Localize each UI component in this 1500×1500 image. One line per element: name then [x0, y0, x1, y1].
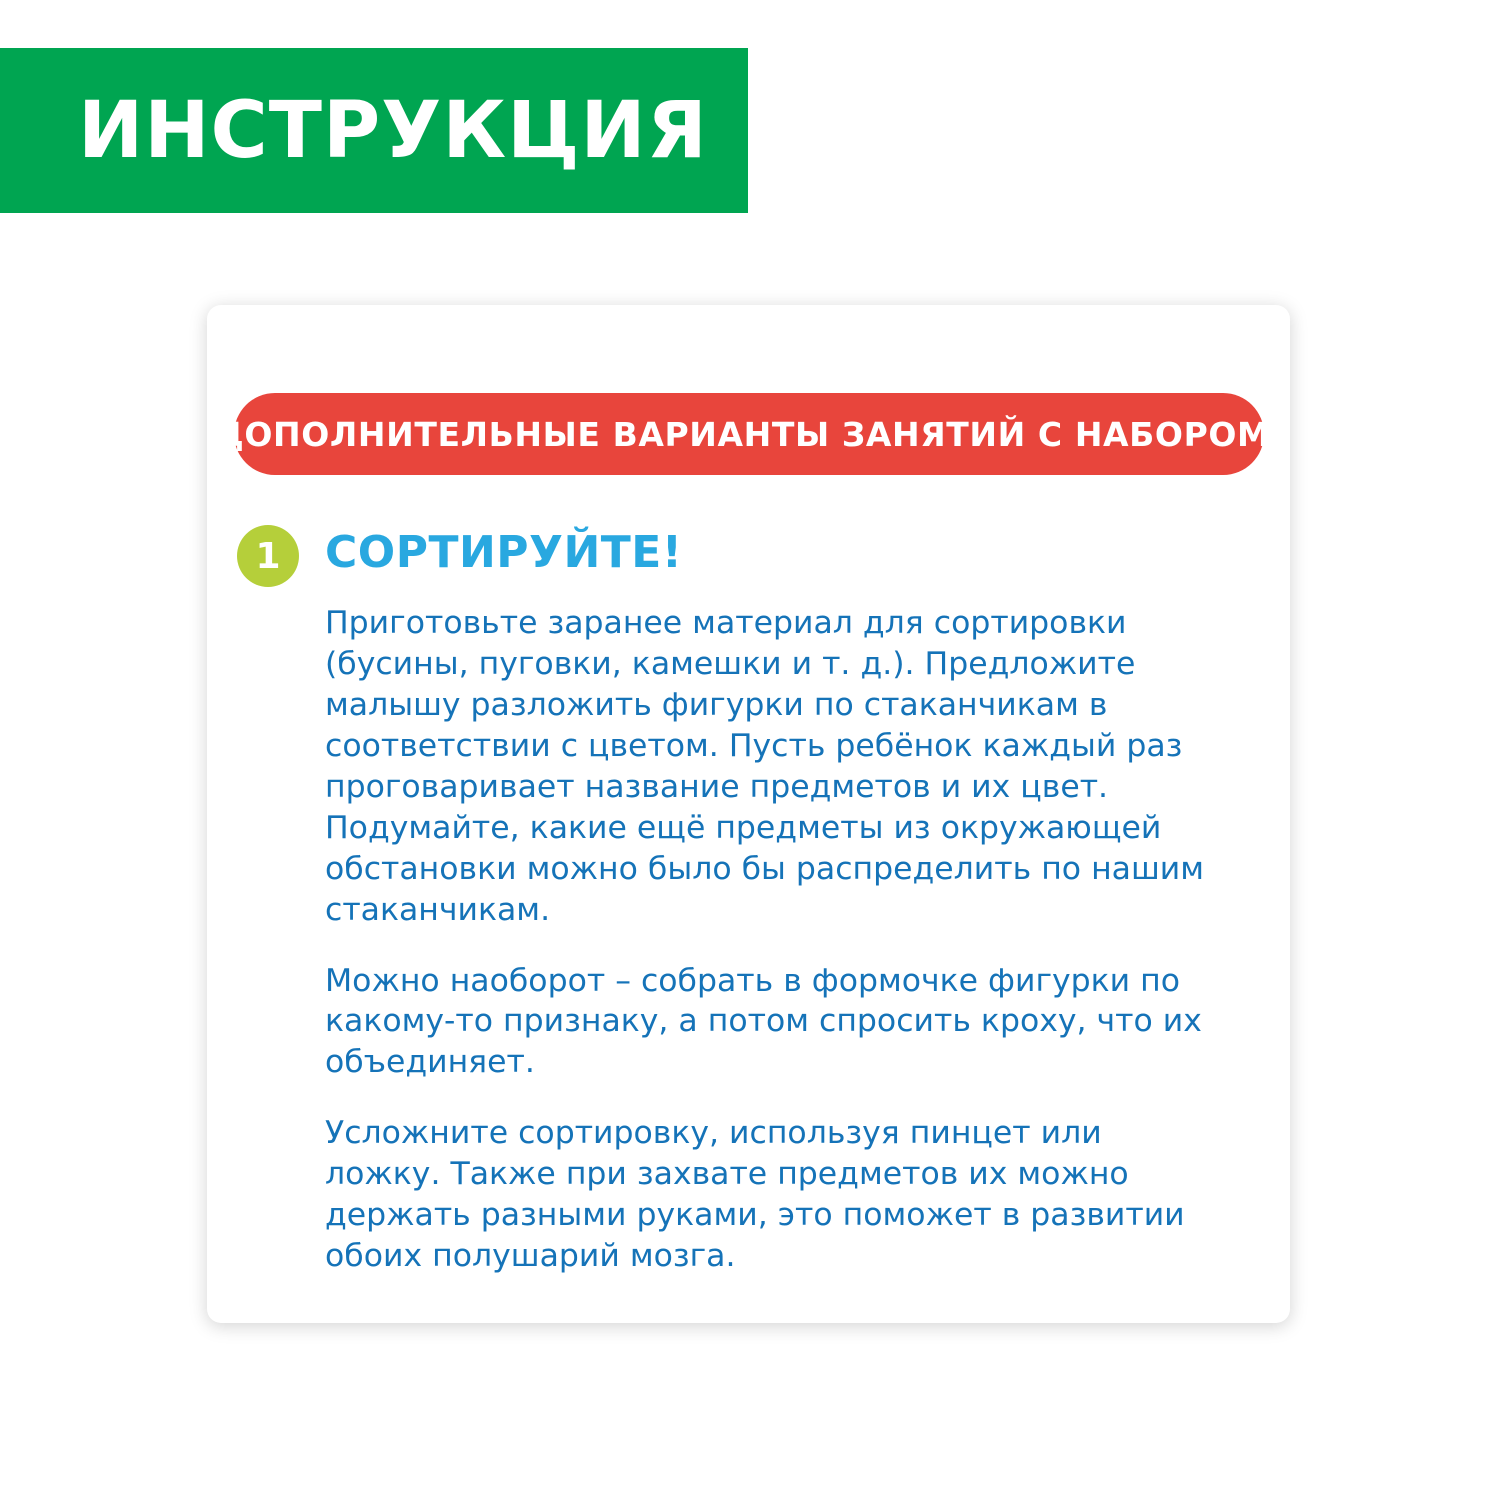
activity-section-1-head	[237, 523, 1257, 587]
activity-section-1-title: СОРТИРУЙТЕ!	[325, 527, 683, 578]
body-paragraph-2: Можно наоборот – собрать в формочке фигурки по какому-то признаку, а потом спросить кроху, что их объединяет.	[325, 962, 1202, 1081]
instruction-card	[207, 305, 1290, 1323]
body-paragraph-3: Усложните сортировку, используя пинцет или ложку. Также при захвате предметов их можно держать разными руками, это поможет в развитии обоих полушарий мозга.	[325, 1115, 1185, 1275]
step-number-badge: 1	[237, 525, 299, 587]
additional-activities-banner-label: ДОПОЛНИТЕЛЬНЫЕ ВАРИАНТЫ ЗАНЯТИЙ С НАБОРОМ.	[214, 414, 1284, 454]
additional-activities-banner	[214, 393, 1284, 475]
page-title: ИНСТРУКЦИЯ	[78, 85, 708, 176]
activity-section-1	[237, 523, 1257, 1277]
body-paragraph-1: Приготовьте заранее материал для сортировки (бусины, пуговки, камешки и т. д.). Предложите малышу разложить фигурки по стаканчикам в соответствии с цветом. Пусть ребёнок каждый раз проговаривает название предметов и их цвет. Подумайте, какие ещё предметы из окружающей обстановки можно было бы распределить по нашим стаканчикам.	[325, 605, 1205, 928]
instruction-header-banner	[0, 48, 748, 213]
activity-section-1-body	[325, 603, 1225, 1277]
